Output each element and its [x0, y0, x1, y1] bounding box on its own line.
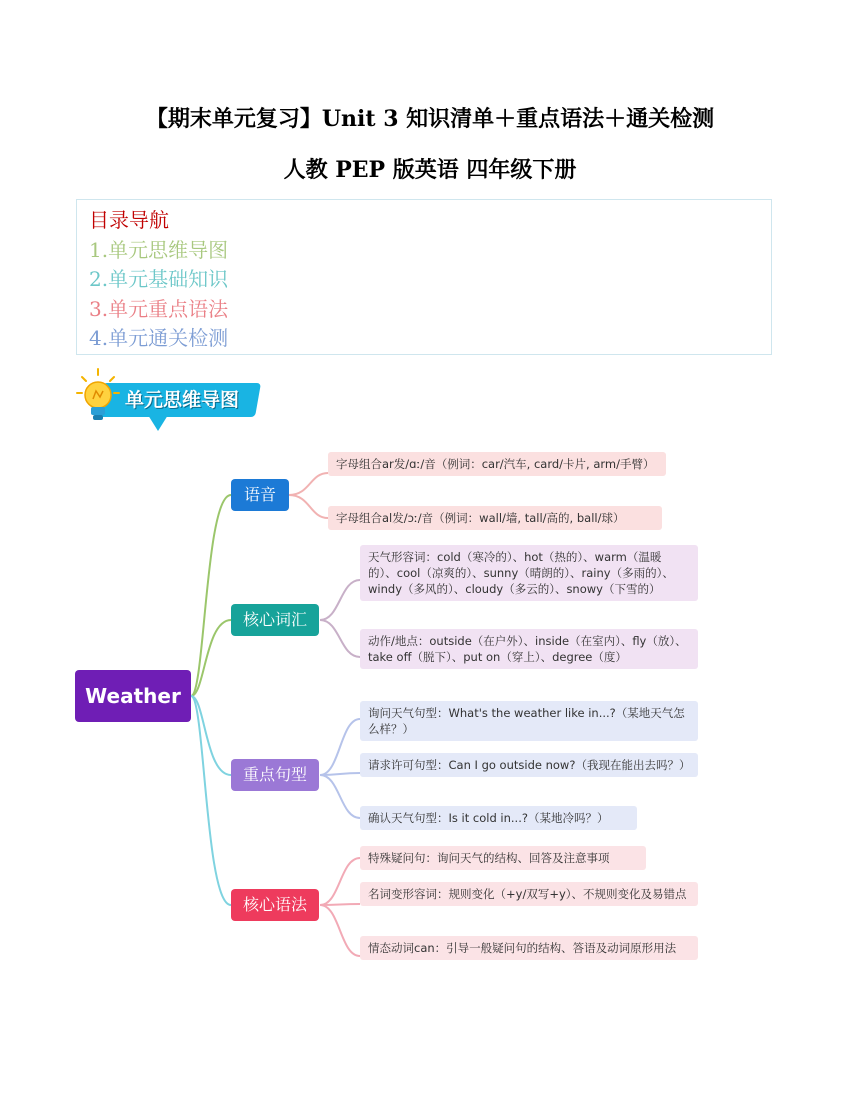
leaf-weather-adjectives: 天气形容词：cold（寒冷的）、hot（热的）、warm（温暖的）、cool（凉爽的）、sunny（晴朗的）、rainy（多雨的）、windy（多风的）、cloudy（多云的）、snowy（下雪的）: [360, 545, 698, 601]
title-line-2: 人教 PEP 版英语 四年级下册: [283, 157, 577, 183]
category-pronunciation: 语音: [231, 479, 289, 511]
title-line-1: 【期末单元复习】Unit 3 知识清单＋重点语法＋通关检测: [145, 106, 715, 132]
mindmap-root: Weather: [75, 670, 191, 722]
leaf-ar-sound: 字母组合ar发/ɑː/音（例词：car/汽车, card/卡片, arm/手臂）: [328, 452, 666, 476]
toc-item-test[interactable]: 4.单元通关检测: [89, 326, 229, 350]
toc-heading: 目录导航: [89, 208, 169, 232]
leaf-modal-can: 情态动词can：引导一般疑问句的结构、答语及动词原形用法: [360, 936, 698, 960]
leaf-ask-permission: 请求许可句型：Can I go outside now?（我现在能出去吗？）: [360, 753, 698, 777]
toc-item-basics[interactable]: 2.单元基础知识: [89, 267, 229, 291]
category-vocabulary: 核心词汇: [231, 604, 319, 636]
category-grammar: 核心语法: [231, 889, 319, 921]
banner-label: 单元思维导图: [124, 389, 239, 411]
leaf-noun-to-adjective: 名词变形容词：规则变化（+y/双写+y）、不规则变化及易错点: [360, 882, 698, 906]
leaf-confirm-weather: 确认天气句型：Is it cold in...?（某地冷吗？）: [360, 806, 637, 830]
toc-item-mindmap[interactable]: 1.单元思维导图: [89, 237, 229, 262]
leaf-al-sound: 字母组合al发/ɔː/音（例词：wall/墙, tall/高的, ball/球）: [328, 506, 662, 530]
leaf-ask-weather: 询问天气句型：What's the weather like in...?（某地天气怎么样？）: [360, 701, 698, 741]
toc-item-grammar[interactable]: 3.单元重点语法: [89, 296, 229, 321]
leaf-actions-places: 动作/地点：outside（在户外）、inside（在室内）、fly（放）、take off（脱下）、put on（穿上）、degree（度）: [360, 629, 698, 669]
category-sentence-patterns: 重点句型: [231, 759, 319, 791]
leaf-wh-question: 特殊疑问句：询问天气的结构、回答及注意事项: [360, 846, 646, 870]
